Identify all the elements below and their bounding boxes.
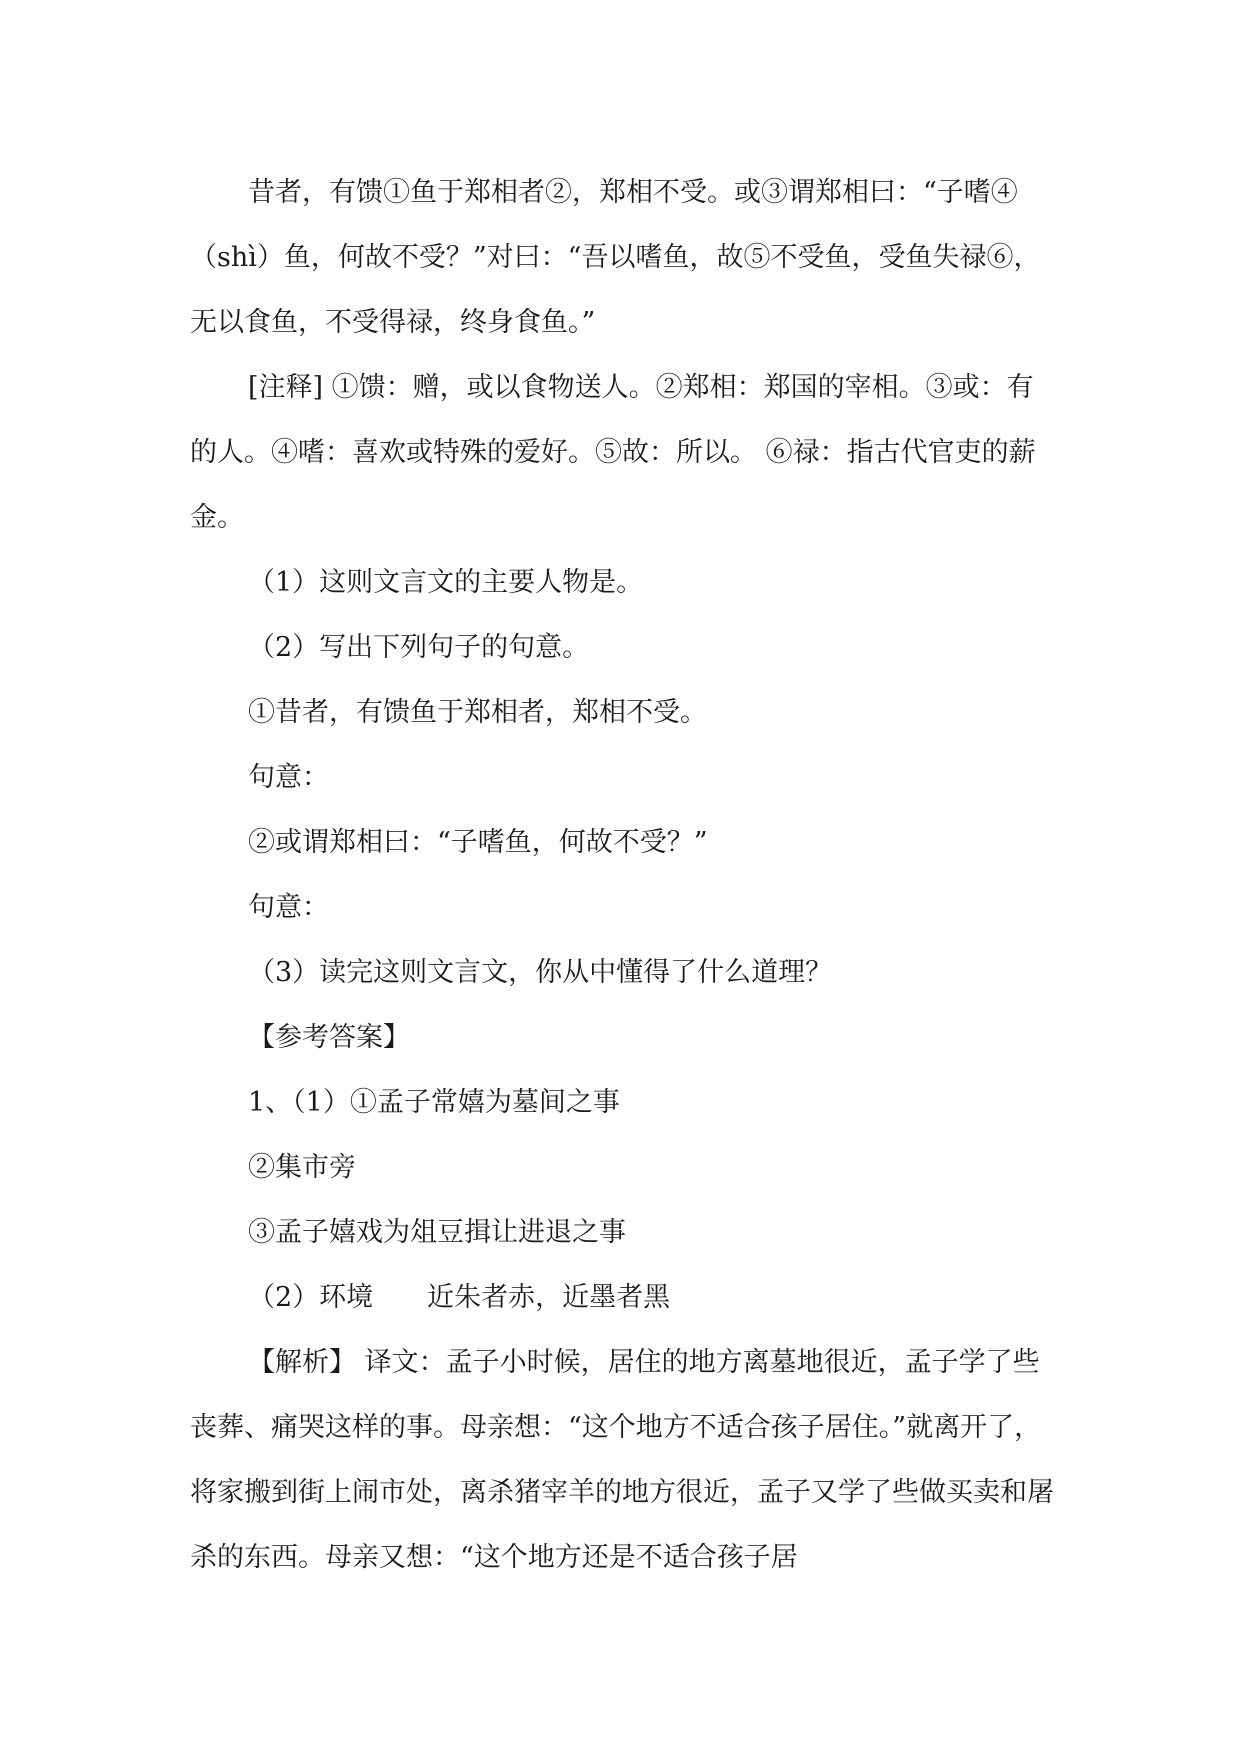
- question-2: （2）写出下列句子的句意。: [248, 632, 590, 663]
- notes-paragraph: [注释] ①馈：赠，或以食物送人。②郑相：郑国的宰相。③或：有的人。④嗜：喜欢或特殊的爱好。⑤故：所以。 ⑥禄：指古代官吏的薪金。: [190, 372, 1036, 533]
- question-2-sentence-1: ①昔者，有馈鱼于郑相者，郑相不受。: [248, 697, 707, 728]
- question-2-sentence-2-answer: 句意：: [248, 892, 329, 923]
- document-body: [190, 160, 1056, 1590]
- question-1: （1）这则文言文的主要人物是。: [248, 567, 644, 598]
- answer-1-1: 1、（1）①孟子常嬉为墓间之事: [248, 1087, 620, 1118]
- answer-1-2: ②集市旁: [248, 1152, 356, 1183]
- analysis-paragraph: 【解析】 译文：孟子小时候，居住的地方离墓地很近，孟子学了些丧葬、痛哭这样的事。母亲想：“这个地方不适合孩子居住。”就离开了，将家搬到街上闹市处，离杀猪宰羊的地方很近，孟子又学了些做买卖和屠杀的东西。母亲又想：“这个地方还是不适合孩子居: [190, 1347, 1054, 1573]
- question-3: （3）读完这则文言文，你从中懂得了什么道理？: [248, 957, 833, 988]
- answer-heading: 【参考答案】: [248, 1022, 410, 1053]
- passage-paragraph: 昔者，有馈①鱼于郑相者②，郑相不受。或③谓郑相曰：“子嗜④（shì）鱼，何故不受？”对曰：“吾以嗜鱼，故⑤不受鱼，受鱼失禄⑥，无以食鱼，不受得禄，终身食鱼。”: [190, 177, 1041, 338]
- question-2-sentence-2: ②或谓郑相曰：“子嗜鱼，何故不受？”: [248, 827, 708, 858]
- answer-2: （2）环境 近朱者赤，近墨者黑: [248, 1282, 671, 1313]
- answer-1-3: ③孟子嬉戏为俎豆揖让进退之事: [248, 1217, 626, 1248]
- question-2-sentence-1-answer: 句意：: [248, 762, 329, 793]
